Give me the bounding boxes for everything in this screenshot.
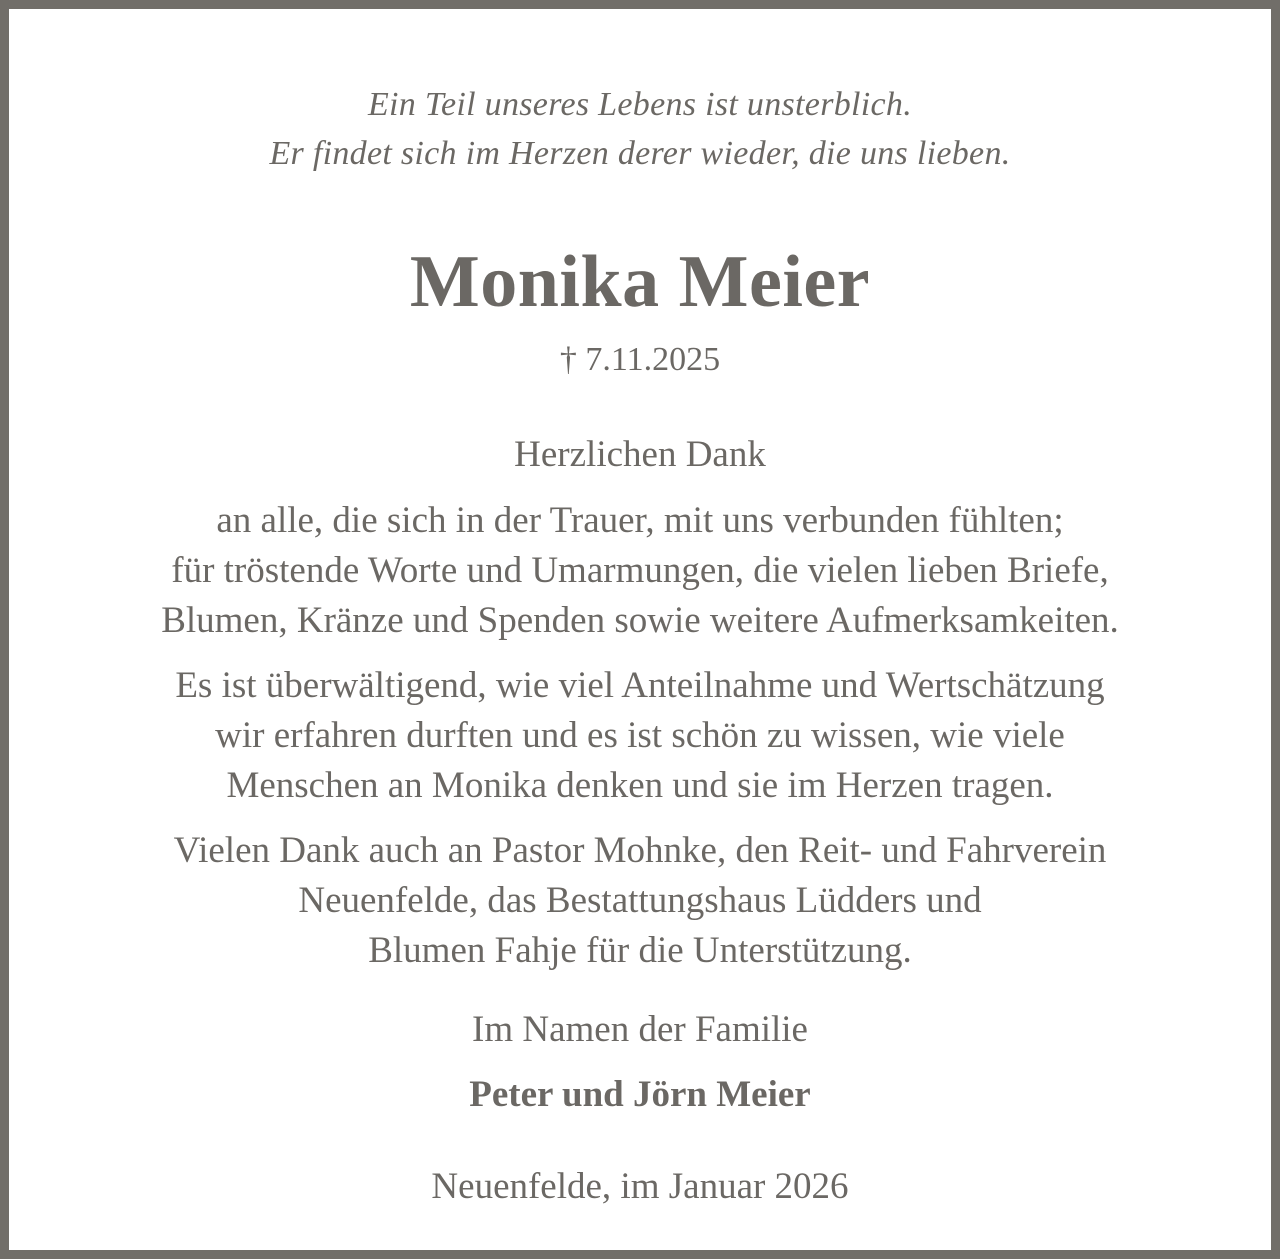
place-and-date: Neuenfelde, im Januar 2026 [431,1166,849,1207]
signature-names: Peter und Jörn Meier [469,1074,811,1115]
paragraph2-line-2: wir erfahren durften und es ist schön zu wissen, wie viele [215,715,1065,756]
paragraph3-line-3: Blumen Fahje für die Unterstützung. [368,930,912,971]
paragraph3-line-1: Vielen Dank auch an Pastor Mohnke, den Reit- und Fahrverein [173,830,1107,871]
death-date: † 7.11.2025 [559,341,721,378]
paragraph1-line-1: an alle, die sich in der Trauer, mit uns verbunden fühlten; [216,500,1064,541]
paragraph2-line-3: Menschen an Monika denken und sie im Herzen tragen. [226,765,1054,806]
paragraph2-line-1: Es ist überwältigend, wie viel Anteilnahme und Wertschätzung [175,665,1105,706]
motto-line-2: Er findet sich im Herzen derer wieder, die uns lieben. [269,135,1011,172]
thanks-heading: Herzlichen Dank [514,434,766,475]
paragraph1-line-2: für tröstende Worte und Umarmungen, die vielen lieben Briefe, [171,550,1109,591]
paragraph1-line-3: Blumen, Kränze und Spenden sowie weitere Aufmerksamkeiten. [161,600,1119,641]
motto-line-1: Ein Teil unseres Lebens ist unsterblich. [367,86,913,123]
paragraph3-line-2: Neuenfelde, das Bestattungshaus Lüdders und [298,880,982,921]
deceased-name: Monika Meier [409,241,871,323]
signature-intro: Im Namen der Familie [472,1009,808,1050]
